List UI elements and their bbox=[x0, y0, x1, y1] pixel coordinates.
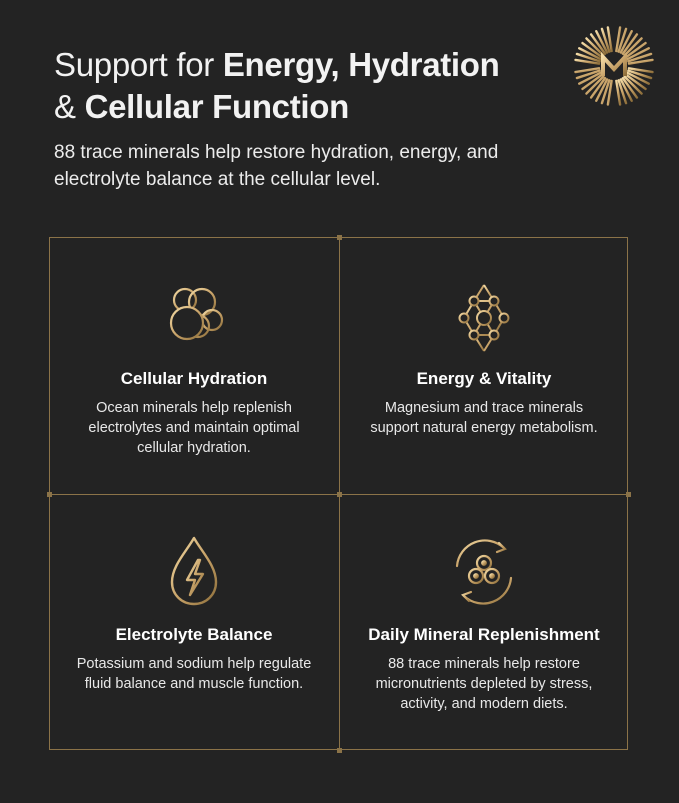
drop-lightning-icon bbox=[154, 532, 234, 612]
grid-node bbox=[337, 492, 342, 497]
molecule-hexagon-icon bbox=[444, 276, 524, 356]
m-monogram-logo-icon bbox=[573, 25, 655, 107]
feature-description: Magnesium and trace minerals support natural energy metabolism. bbox=[370, 400, 598, 436]
page-subtitle: 88 trace minerals help restore hydration, energy, and electrolyte balance at the cellular level. bbox=[54, 142, 499, 190]
feature-title: Cellular Hydration bbox=[120, 369, 268, 388]
grid-node bbox=[337, 748, 342, 753]
page-title: Support for Energy, Hydration & Cellular Function bbox=[54, 46, 500, 125]
feature-card-energy-vitality bbox=[339, 276, 629, 438]
feature-title: Electrolyte Balance bbox=[115, 625, 273, 644]
cells-cycle-icon bbox=[444, 532, 524, 612]
bubbles-plus-icon bbox=[154, 276, 234, 356]
feature-card-daily-mineral-replenishment bbox=[339, 532, 629, 714]
feature-title: Daily Mineral Replenishment bbox=[368, 625, 600, 644]
feature-description: 88 trace minerals help restore micronutrients depleted by stress, activity, and modern diets. bbox=[375, 656, 593, 712]
feature-card-electrolyte-balance bbox=[49, 532, 339, 694]
feature-description: Potassium and sodium help regulate fluid balance and muscle function. bbox=[76, 656, 312, 692]
feature-card-cellular-hydration bbox=[49, 276, 339, 458]
feature-title: Energy & Vitality bbox=[416, 369, 552, 388]
feature-description: Ocean minerals help replenish electrolytes and maintain optimal cellular hydration. bbox=[88, 400, 300, 456]
grid-node bbox=[47, 492, 52, 497]
grid-node bbox=[337, 235, 342, 240]
grid-node bbox=[626, 492, 631, 497]
